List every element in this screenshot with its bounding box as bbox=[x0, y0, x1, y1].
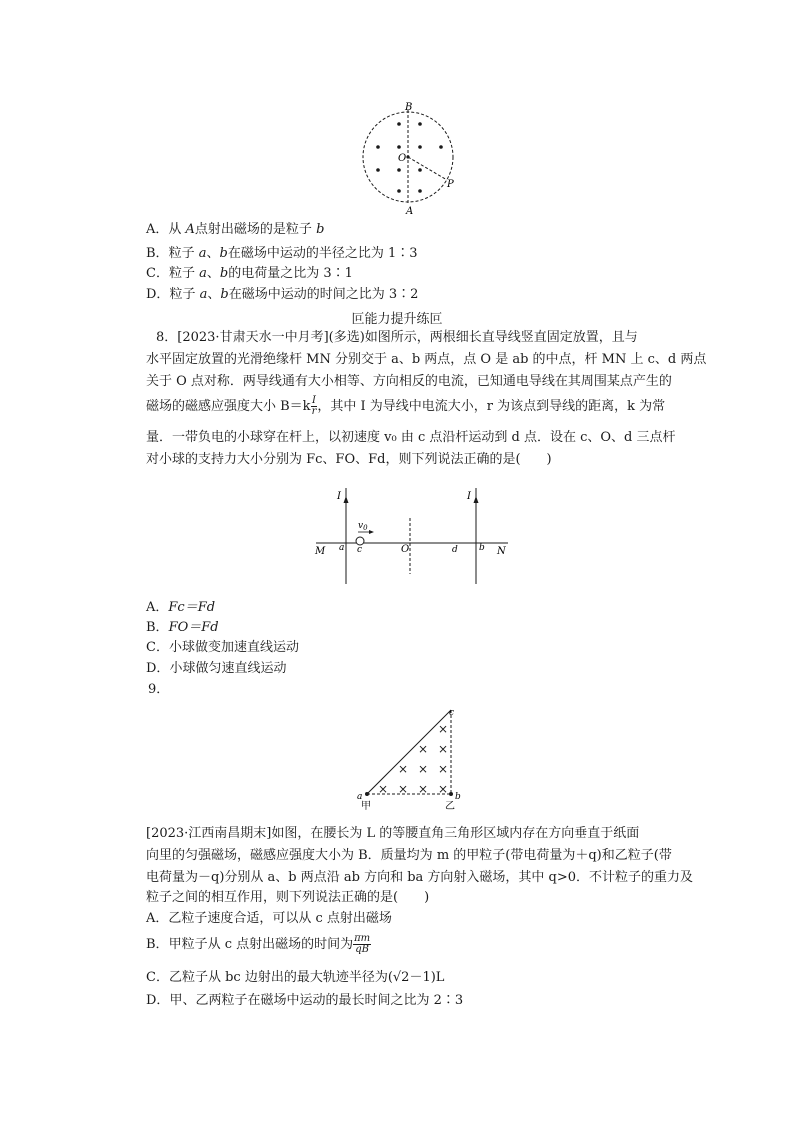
q8-label-a: a bbox=[339, 543, 345, 553]
q8-label-I-right: I bbox=[467, 491, 471, 502]
q7-label-A: A bbox=[406, 206, 414, 217]
q9-stem-line-4: 粒子之间的相互作用，则下列说法正确的是( ) bbox=[146, 890, 430, 905]
q9-option-a: A．乙粒子速度合适，可以从 c 点射出磁场 bbox=[146, 911, 392, 926]
q9-label-jia: 甲 bbox=[361, 801, 371, 812]
q8-option-c: C．小球做变加速直线运动 bbox=[146, 640, 299, 655]
q8-figure-wires bbox=[312, 484, 512, 588]
q9-cross: × bbox=[417, 782, 429, 796]
q8-option-d: D．小球做匀速直线运动 bbox=[146, 661, 287, 676]
q8-label-d: d bbox=[452, 545, 458, 555]
q7-figure-circle bbox=[355, 100, 475, 218]
q9-label-yi: 乙 bbox=[445, 801, 455, 812]
q9-label-a: a bbox=[357, 792, 363, 802]
q9-stem-line-2: 向里的匀强磁场，磁感应强度大小为 B．质量均为 m 的甲粒子(带电荷量为＋q)和乙粒子(带 bbox=[146, 848, 672, 863]
q9-number: 9． bbox=[148, 682, 170, 697]
q8-stem-line-2: 水平固定放置的光滑绝缘杆 MN 分别交于 a、b 两点，点 O 是 ab 的中点，杆 MN 上 c、d 两点 bbox=[146, 352, 707, 367]
q9-option-b: B．甲粒子从 c 点射出磁场的时间为 $\frac{\pi m}{qB}$ bbox=[146, 933, 371, 955]
q9-cross: × bbox=[437, 782, 449, 796]
q8-stem-line-1: 8．[2023·甘肃天水一中月考](多选)如图所示，两根细长直导线竖直固定放置，且与 bbox=[156, 330, 638, 345]
q7-label-B: B bbox=[405, 102, 413, 113]
q7-option-c: C．粒子 a、b的电荷量之比为 3∶1 bbox=[146, 266, 353, 281]
q7-option-a: A．从 A点射出磁场的是粒子 b bbox=[146, 222, 325, 237]
q8-label-N: N bbox=[497, 546, 506, 557]
q9-label-c: c bbox=[449, 708, 455, 718]
q9-cross: × bbox=[417, 762, 429, 776]
q9-formula-fraction: $\frac{\pi m}{qB}$ bbox=[354, 933, 371, 955]
q8-label-v0: $v_0$ bbox=[358, 521, 368, 532]
q8-label-O: O bbox=[401, 544, 410, 555]
section-title: 叵能力提升练叵 bbox=[351, 312, 443, 327]
q8-label-c: c bbox=[357, 545, 363, 555]
q7-label-O: O bbox=[398, 153, 407, 164]
q8-stem-line-5: 量．一带负电的小球穿在杆上，以初速度 v₀ 由 c 点沿杆运动到 d 点．设在 c、O、d 三点杆 bbox=[146, 430, 676, 445]
q9-cross: × bbox=[397, 762, 409, 776]
q8-label-I-left: I bbox=[337, 491, 341, 502]
q9-label-b: b bbox=[455, 792, 461, 802]
q8-formula-fraction: $\frac{I}{r}$ bbox=[311, 395, 317, 417]
q9-cross: × bbox=[437, 762, 449, 776]
q9-cross: × bbox=[377, 782, 389, 796]
q9-stem-line-3: 电荷量为－q)分别从 a、b 两点沿 ab 方向和 ba 方向射入磁场，其中 q>0．不计粒子的重力及 bbox=[146, 870, 694, 885]
q9-figure-triangle bbox=[355, 704, 475, 812]
q9-cross: × bbox=[417, 742, 429, 756]
q8-option-b: B．FO＝Fd bbox=[146, 620, 219, 635]
q8-stem-line-3: 关于 O 点对称．两导线通有大小相等、方向相反的电流，已知通电导线在其周围某点产生的 bbox=[146, 374, 672, 389]
q9-stem-line-1: [2023·江西南昌期末]如图，在腰长为 L 的等腰直角三角形区域内存在方向垂直于纸面 bbox=[146, 826, 640, 841]
q9-cross: × bbox=[437, 722, 449, 736]
q7-option-b: B．粒子 a、b在磁场中运动的半径之比为 1∶3 bbox=[146, 246, 418, 261]
q7-option-d: D．粒子 a、b在磁场中运动的时间之比为 3∶2 bbox=[146, 287, 419, 302]
q8-stem-line-6: 对小球的支持力大小分别为 Fc、FO、Fd，则下列说法正确的是( ) bbox=[146, 452, 552, 467]
q9-cross: × bbox=[397, 782, 409, 796]
q9-cross: × bbox=[437, 742, 449, 756]
q8-label-b: b bbox=[479, 543, 485, 553]
q8-label-M: M bbox=[315, 546, 326, 557]
q9-option-c: C．乙粒子从 bc 边射出的最大轨迹半径为(√2－1)L bbox=[146, 970, 445, 985]
q9-option-d: D．甲、乙两粒子在磁场中运动的最长时间之比为 2∶3 bbox=[146, 993, 464, 1008]
q8-option-a: A．Fc＝Fd bbox=[146, 600, 216, 615]
q8-stem-line-4: 磁场的磁感应强度大小 B＝k $\frac{I}{r}$ ，其中 I 为导线中电流大小，r 为该点到导线的距离，k 为常 bbox=[146, 395, 666, 417]
q7-label-P: P bbox=[447, 179, 454, 190]
